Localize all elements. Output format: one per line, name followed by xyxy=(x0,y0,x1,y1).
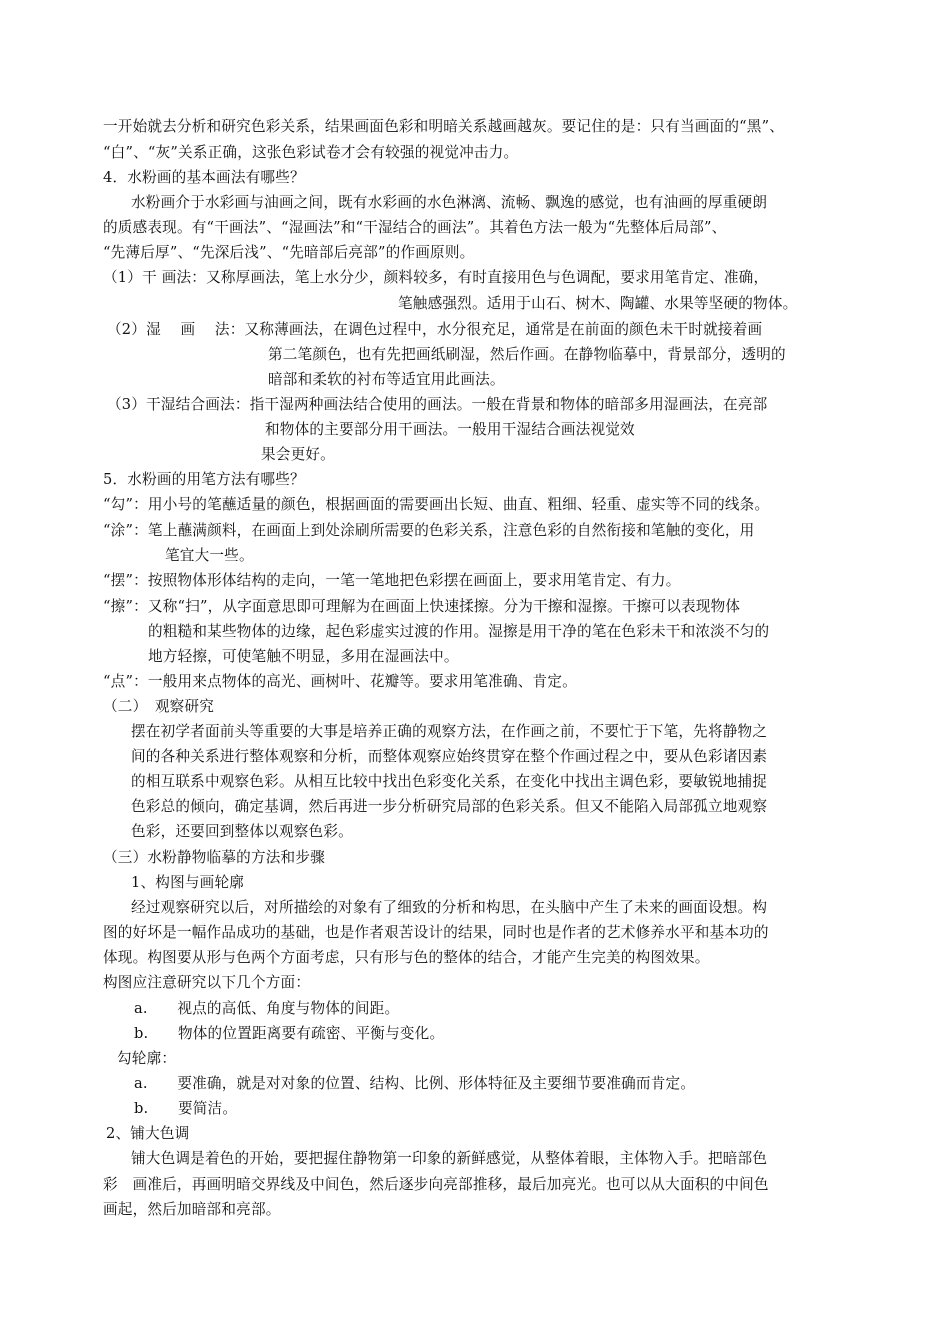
text-line: “擦”：又称“扫”，从字面意思即可理解为在画面上快速揉擦。分为干擦和湿擦。干擦可以表现物体 xyxy=(103,598,741,615)
text-line: 笔触感强烈。适用于山石、树木、陶罐、水果等坚硬的物体。 xyxy=(398,295,798,312)
text-line: 图的好坏是一幅作品成功的基础，也是作者艰苦设计的结果，同时也是作者的艺术修养水平和基本功的 xyxy=(103,924,769,941)
subheading-outline: 勾轮廓： xyxy=(117,1050,177,1067)
text-line: 的粗糙和某些物体的边缘，起色彩虚实过渡的作用。湿擦是用干净的笔在色彩未干和浓淡不匀的 xyxy=(148,623,770,640)
text-line: 水粉画介于水彩画与油画之间，既有水彩画的水色淋漓、流畅、飘逸的感觉，也有油画的厚重硬朗 xyxy=(131,194,768,211)
text-line: 一开始就去分析和研究色彩关系，结果画面色彩和明暗关系越画越灰。要记住的是：只有当画面的“黑”、 xyxy=(103,118,785,135)
text-line: 的质感表现。有“干画法”、“湿画法”和“干湿结合的画法”。其着色方法一般为“先整体后局部”、 xyxy=(103,219,727,236)
text-line: 果会更好。 xyxy=(261,446,335,463)
text-line: 彩 画准后，再画明暗交界线及中间色，然后逐步向亮部推移，最后加亮光。也可以从大面积的中间色 xyxy=(103,1176,769,1193)
subheading-composition: 1、构图与画轮廓 xyxy=(131,874,245,891)
text-line: “先薄后厚”、“先深后浅”、“先暗部后亮部”的作画原则。 xyxy=(103,244,475,261)
section-heading-2: （二） 观察研究 xyxy=(103,698,215,715)
text-line: “白”、“灰”关系正确，这张色彩试卷才会有较强的视觉冲击力。 xyxy=(103,144,519,161)
text-line: 笔宜大一些。 xyxy=(165,547,254,564)
text-line: 暗部和柔软的衬布等适宜用此画法。 xyxy=(268,371,505,388)
list-item: b. 物体的位置距离要有疏密、平衡与变化。 xyxy=(134,1025,445,1042)
text-line: 和物体的主要部分用干画法。一般用干湿结合画法视觉效 xyxy=(265,421,635,438)
text-line: “涂”：笔上蘸满颜料，在画面上到处涂刷所需要的色彩关系，注意色彩的自然衔接和笔触的变化，用 xyxy=(103,522,755,539)
text-line: 画起，然后加暗部和亮部。 xyxy=(103,1201,281,1218)
list-item: a. 要准确，就是对对象的位置、结构、比例、形体特征及主要细节要准确而肯定。 xyxy=(134,1075,696,1092)
text-line: 经过观察研究以后，对所描绘的对象有了细致的分析和构思，在头脑中产生了未来的画面设想。构 xyxy=(131,899,768,916)
section-heading-4: 4．水粉画的基本画法有哪些？ xyxy=(103,169,305,186)
text-line: 地方轻擦，可使笔触不明显，多用在湿画法中。 xyxy=(148,648,459,665)
text-line: “点”：一般用来点物体的高光、画树叶、花瓣等。要求用笔准确、肯定。 xyxy=(103,673,577,690)
subheading-color-tone: 2、铺大色调 xyxy=(106,1125,190,1142)
text-line: 摆在初学者面前头等重要的大事是培养正确的观察方法，在作画之前，不要忙于下笔，先将静物之 xyxy=(131,723,768,740)
text-line: （3）干湿结合画法：指干湿两种画法结合使用的画法。一般在背景和物体的暗部多用湿画法，在亮部 xyxy=(107,396,768,413)
section-heading-5: 5．水粉画的用笔方法有哪些？ xyxy=(103,471,305,488)
list-item: b. 要简洁。 xyxy=(134,1100,238,1117)
text-line: 第二笔颜色，也有先把画纸刷湿，然后作画。在静物临摹中，背景部分，透明的 xyxy=(268,346,786,363)
text-line: 铺大色调是着色的开始，要把握住静物第一印象的新鲜感觉，从整体着眼，主体物入手。把暗部色 xyxy=(131,1150,768,1167)
section-heading-3: （三）水粉静物临摹的方法和步骤 xyxy=(103,849,325,866)
text-line: 色彩总的倾向，确定基调，然后再进一步分析研究局部的色彩关系。但又不能陷入局部孤立地观察 xyxy=(131,798,768,815)
text-line: （1）干 画法：又称厚画法，笔上水分少，颜料较多，有时直接用色与色调配，要求用笔肯定、准确， xyxy=(103,269,769,286)
text-line: “摆”：按照物体形体结构的走向，一笔一笔地把色彩摆在画面上，要求用笔肯定、有力。 xyxy=(103,572,681,589)
text-line: 间的各种关系进行整体观察和分析，而整体观察应始终贯穿在整个作画过程之中，要从色彩诸因素 xyxy=(131,748,768,765)
text-line: 的相互联系中观察色彩。从相互比较中找出色彩变化关系，在变化中找出主调色彩，要敏锐地捕捉 xyxy=(131,773,768,790)
text-line: （2）湿 画 法：又称薄画法，在调色过程中，水分很充足，通常是在前面的颜色未干时就接着画 xyxy=(107,321,763,338)
text-line: “勾”：用小号的笔蘸适量的颜色，根据画面的需要画出长短、曲直、粗细、轻重、虚实等不同的线条。 xyxy=(103,496,770,513)
list-item: a. 视点的高低、角度与物体的间距。 xyxy=(134,1000,400,1017)
text-line: 体现。构图要从形与色两个方面考虑，只有形与色的整体的结合，才能产生完美的构图效果。 xyxy=(103,949,710,966)
text-line: 构图应注意研究以下几个方面： xyxy=(103,974,311,991)
text-line: 色彩，还要回到整体以观察色彩。 xyxy=(131,823,353,840)
